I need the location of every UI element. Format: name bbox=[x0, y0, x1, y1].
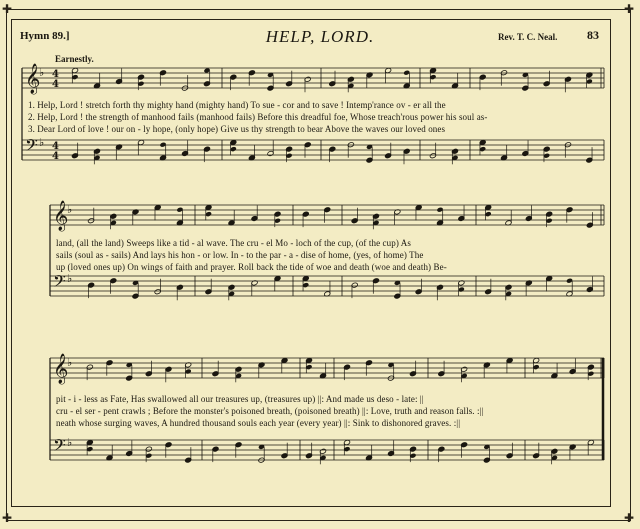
key-signature-flat: ♭ bbox=[67, 436, 73, 449]
tempo-marking: Earnestly. bbox=[55, 54, 94, 64]
time-signature-bottom: 4 bbox=[52, 151, 59, 162]
key-signature-flat: ♭ bbox=[39, 66, 45, 79]
treble-clef: 𝄞 bbox=[25, 64, 41, 94]
key-signature-flat: ♭ bbox=[67, 203, 73, 216]
lyric-line: neath whose surging waves, A hundred thousand souls each year (every year) ||: Sink to dishonored graves. :|| bbox=[56, 418, 461, 428]
time-signature-top: 4 bbox=[52, 141, 59, 152]
lyric-line: sails (soul as - sails) And lays his hon - or low. In - to the par - a - dise of home, (yes, of home) The bbox=[56, 250, 424, 260]
key-signature-flat: ♭ bbox=[67, 356, 73, 369]
corner-ornament: ✚ bbox=[623, 511, 635, 525]
time-signature-bottom: 4 bbox=[52, 79, 59, 90]
hymn-number: Hymn 89.] bbox=[20, 30, 70, 42]
lyric-line: 1. Help, Lord ! stretch forth thy mighty hand (mighty hand) To sue - cor and to save ! Intemp'rance ov - er all the bbox=[28, 100, 446, 110]
bass-clef: 𝄢 bbox=[53, 271, 66, 295]
key-signature-flat: ♭ bbox=[39, 136, 45, 149]
corner-ornament: ✚ bbox=[1, 2, 13, 16]
corner-ornament: ✚ bbox=[623, 2, 635, 16]
lyric-line: land, (all the land) Sweeps like a tid - al wave. The cru - el Mo - loch of the cup, (of the cup) As bbox=[56, 238, 411, 248]
lyric-line: 2. Help, Lord ! the strength of manhood fails (manhood fails) Before this dreadful foe, Whose treach'rous power his soul as- bbox=[28, 112, 488, 122]
treble-clef: 𝄞 bbox=[53, 354, 69, 384]
bass-clef: 𝄢 bbox=[53, 435, 66, 459]
key-signature-flat: ♭ bbox=[67, 272, 73, 285]
page-number: 83 bbox=[587, 28, 599, 42]
lyric-line: 3. Dear Lord of love ! our on - ly hope, (only hope) Give us thy strength to bear Above the waves our loved ones bbox=[28, 124, 446, 134]
bass-clef: 𝄢 bbox=[25, 135, 38, 159]
lyric-line: up (loved ones up) On wings of faith and prayer. Roll back the tide of woe and death (woe and death) Be- bbox=[56, 262, 447, 272]
lyric-line: pit - i - less as Fate, Has swallowed all our treasures up, (treasures up) ||: And made us deso - late: || bbox=[56, 394, 424, 404]
author-credit: Rev. T. C. Neal. bbox=[498, 32, 558, 42]
time-signature-top: 4 bbox=[52, 69, 59, 80]
treble-clef: 𝄞 bbox=[53, 201, 69, 231]
lyric-line: cru - el ser - pent crawls ; Before the monster's poisoned breath, (poisoned breath) ||: Love, truth and reason falls. :|| bbox=[56, 406, 484, 416]
hymn-title: HELP, LORD. bbox=[265, 27, 375, 46]
corner-ornament: ✚ bbox=[1, 511, 13, 525]
